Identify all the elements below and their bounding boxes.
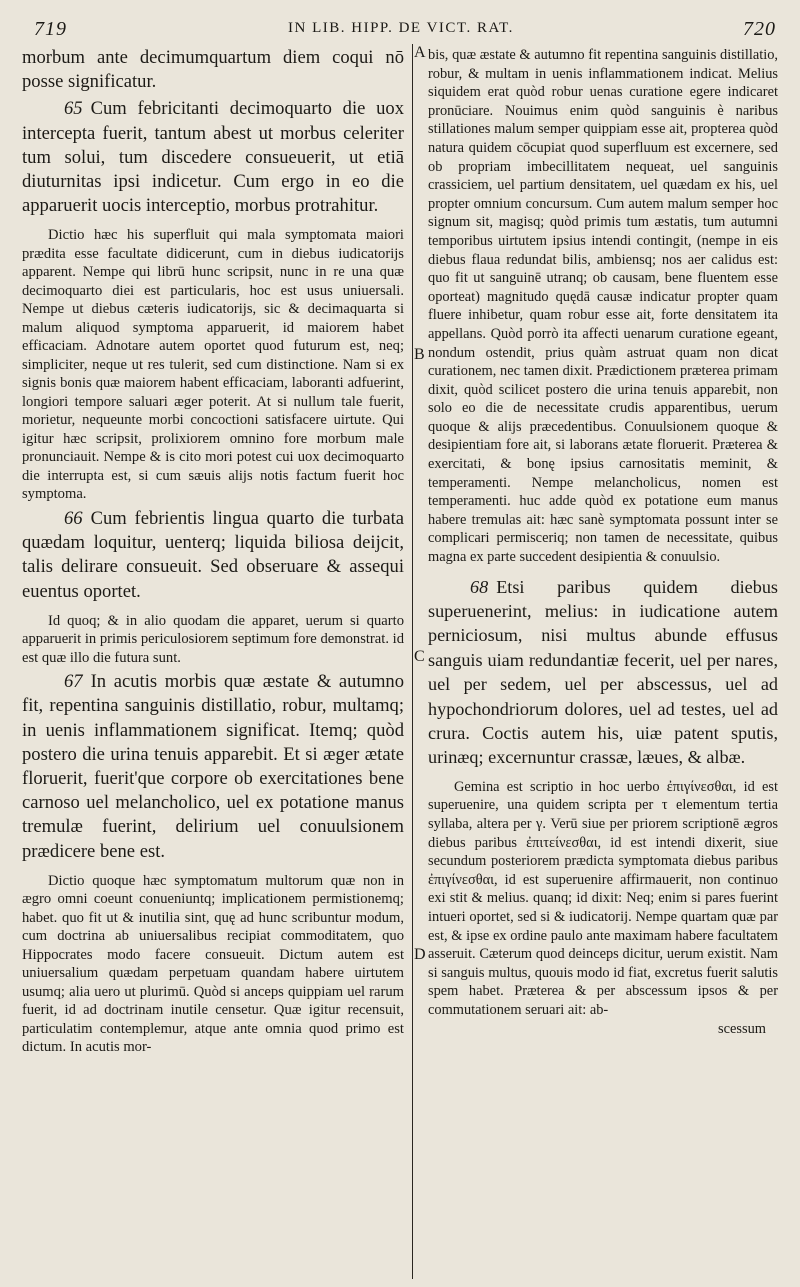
text-block: morbum ante decimumquartum diem coqui nō posse significatur.: [22, 47, 404, 93]
aphorism-text: Cum febrientis lingua quarto die turbata quædam loquitur, uenterq; liquida biliosa deijcit, talis delirare consueuit. Sed obseruare & assequi euentus oportet.: [22, 507, 404, 602]
commentary-block: Id quoq; & in alio quodam die apparet, uerum si quarto apparuerit in primis periculosiorem septimum fore demonstrat. id est quæ illo die futura sunt.: [22, 612, 404, 666]
commentary-block: Gemina est scriptio in hoc uerbo ἐπιγίνεσθαι, id est superuenire, una quidem scripta per τ elementum tertia syllaba, altera per γ. Verū siue per priorem scriptionē ægros diebus paribus ἐπιτείνεσθαι, id est intendi dixerit, siue secundum posteriorem prædicta symptomata diebus paribus ἐπιγίνεσθαι, id est superuenire affirmauerit, non continuo exi stit & melius. quanq; id dixit: Neq; enim si pares fuerint intueri oportet, sed si & iudicatorij. Nempe quartam quæ par est, & ipse ex ordine paulo ante maximam habere facultatem asseruit. Cæterum quod deinceps dicitur, uerum existit. Nam si sanguis multus, quouis modo id fiat, excretus fuerit salutis spem habet. Præterea & per abscessum ipsos & per commutationem seruari ait: ab-: [428, 778, 778, 1018]
column-divider: [412, 44, 413, 1279]
margin-letter-c: C: [414, 648, 425, 665]
aphorism-68: [428, 575, 778, 770]
aphorism-number: 66: [64, 507, 83, 529]
aphorism-number: 67: [64, 671, 83, 693]
running-header: [30, 14, 782, 40]
aphorism-number: 68: [470, 576, 489, 597]
running-title: IN LIB. HIPP. DE VICT. RAT.: [288, 20, 514, 36]
commentary-block: bis, quæ æstate & autumno fit repentina sanguinis distillatio, robur, & multam in uenis inflammationem indicat. Melius siquidem erat quòd robur uenas curatione egere indicaret pronūciare. Nouimus enim quòd sanguinis è naribus stillationes malum semper quippiam esse ait, propterea quòd natura quidem cōcupiat quod superfluum est excernere, sed ob propriam imbecillitatem nequeat, uel sanguinis crassiciem, uel partium densitatem, uel quædam ex his, uel propter omnium concursum. Cum autem malum semper hoc signum sit, magisq; quòd primis tum æstatis, tum autumni temporibus uirtutem ipsius intendi contingit, (nempe in eis diebus flaua redundat bilis, ambiensq; nos aer calidus est: quo fit ut sanguinē utranq; ob causam, bene fluentem esse oporteat) magnitudo quędā causæ indicatur propter quam fluere inhibetur, quam robur esse ait, forte densitatem ita appellans. Quòd porrò ita affecti uenarum curatione egeant, nondum ostendit, prius quàm astruat quam non dicat curationem, nec tamen dixit. Prædictionem præterea primam dixit, quòd scilicet postero die urina tenuis apparebit, non solo eo die de necessitate crudis apparentibus, uerum quoque & alijs præcedentibus. Conuulsionem quoque & desipientiam fore ait, si laborans ætate floruerit. Præterea & exercitati, & bonę ipsius carnositatis meminit, & temperamenti. Nempe melancholicus, nomen est temperamenti. huc adde quòd ex potatione eum manus habere tremulas ait: hæc sanè symptomata possunt inter se complicari permisceriq; non tamen de necessitate, quibus magna ex parte succedent desipientia & conuulsio.: [428, 47, 778, 566]
page-number-left: 719: [34, 18, 67, 40]
left-column: [22, 46, 404, 1277]
margin-letter-d: D: [414, 946, 426, 963]
commentary-block: Dictio hæc his superfluit qui mala symptomata maiori prædita esse facultate didicerunt, cum in diebus iudicatorijs apparent. Nempe qui librū hunc scripsit, nunc in re una quæ decimoquarto diei est particularis, hoc est usus uniuersali. Nempe ut diebus cæteris iudicatorijs, sic & decimaquarta si malum aliquod symptoma apparuerit, id maiorem habet efficaciam. Adnotare autem oportet quod futurum est, neq; simpliciter, neque ut res tulerit, sed cum distinctione. Nam si ex signis bonis quæ maiorem habent efficaciam, laboranti adfuerint, longiori tempore saluari æger poterit. At si nullum tale fuerit, morietur, nequeunte morbi concoctioni satisfacere uirtute. Qui igitur hæc scripsit, prolixiorem omnino fore morbum male pronunciauit. Nempe & is cito mori potest cui uox decimoquarto die interrupta est, si cum sæuis alijs notis factum fuerit hoc symptoma.: [22, 227, 404, 503]
aphorism-text: Cum febricitanti decimoquarto die uox intercepta fuerit, tantum abest ut morbus celeriter tum solui, tum discedere consueuerit, ut etiā diuturnitas ipsi indicetur. Cum ergo in eo die apparuerit uocis interceptio, morbus protrahitur.: [22, 98, 404, 217]
aphorism-text: Etsi paribus quidem diebus superuenerint, melius: in iudicatione autem perniciosum, nisi multus abunde effusus sanguis uiam redundantiæ fecerit, uel per nares, uel per sedem, uel per abscessus, uel ad hypochondriorum dolores, uel ad testes, uel ad crura. Coctis autem his, uiæ patent sputis, urinæq; excernuntur crassæ, læues, & albæ.: [428, 576, 778, 768]
margin-letter-a: A: [414, 44, 426, 61]
aphorism-66: [22, 507, 404, 604]
commentary-block: Dictio quoque hæc symptomatum multorum quæ non in ægro omni coeunt conueniuntq; implicationem permistionemq; habet. quo fit ut & inutilia sint, quę ad hunc scribuntur modum, cum doctrina ab uniuersalibus recipiat commoditatem, quo Hippocrates modo facere consueuit. Dictum autem est uniuersalium quædam perpetuam quandam habere uirtutem usumq; alia uero ut plurimū. Quòd si anceps quippiam uel rarum fuerit, id ad doctrinam inutile censetur. Quæ igitur recensuit, particulatim contemplemur, atque ante omnia quod primo est dictum. In acutis mor-: [22, 872, 404, 1056]
margin-letter-b: B: [414, 346, 425, 363]
aphorism-text: In acutis morbis quæ æstate & autumno fit, repentina sanguinis distillatio, robur, multamq; in uenis inflammationem significat. Itemq; quòd postero die urina tenuis apparebit. Et si æger ætate floruerit, fuerit'que corpore ob exercitationes bene carnoso uel melancholico, uel ex potatione manus tremulæ fuerint, delirium uel conuulsionem prædicere bene est.: [22, 671, 404, 862]
page-number-right: 720: [743, 18, 776, 40]
catchword: scessum: [718, 1020, 766, 1037]
aphorism-65: [22, 97, 404, 218]
aphorism-number: 65: [64, 98, 83, 120]
right-column: [428, 46, 778, 1277]
aphorism-67: [22, 670, 404, 864]
